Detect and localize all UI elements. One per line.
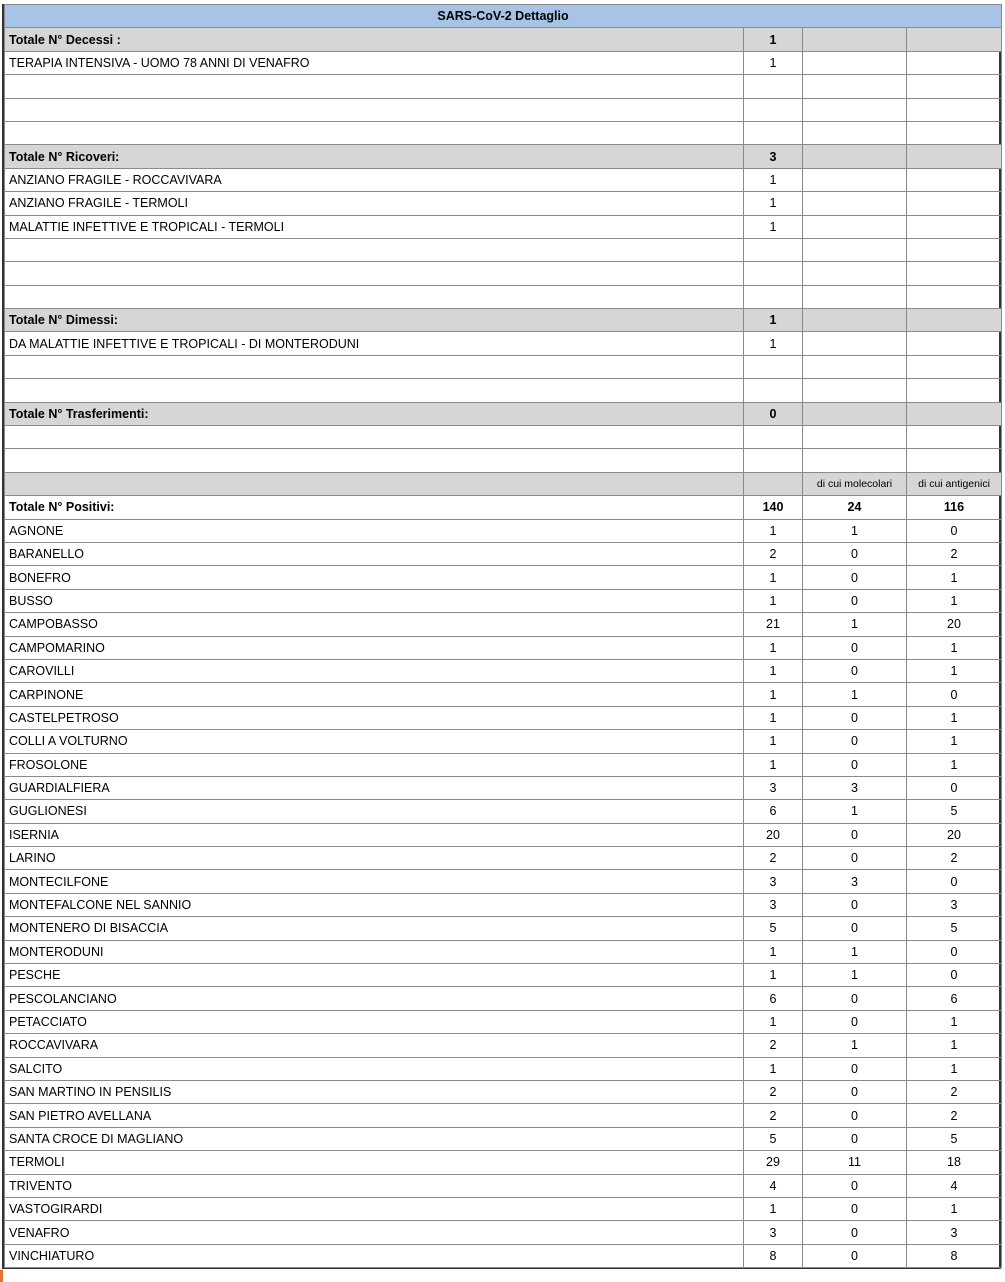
table-title: SARS-CoV-2 Dettaglio xyxy=(5,5,1002,28)
municipality-molecolari: 1 xyxy=(803,613,907,636)
municipality-name: CAMPOBASSO xyxy=(5,613,744,636)
municipality-total: 3 xyxy=(744,870,803,893)
municipality-total: 1 xyxy=(744,753,803,776)
municipality-antigenici: 5 xyxy=(907,917,1002,940)
municipality-molecolari: 0 xyxy=(803,1174,907,1197)
municipality-molecolari: 0 xyxy=(803,1244,907,1267)
ricoveri-row-value: 1 xyxy=(744,168,803,191)
municipality-molecolari: 0 xyxy=(803,1221,907,1244)
decessi-total: 1 xyxy=(744,28,803,51)
municipality-name: LARINO xyxy=(5,847,744,870)
dimessi-total: 1 xyxy=(744,309,803,332)
municipality-molecolari: 0 xyxy=(803,1104,907,1127)
municipality-molecolari: 1 xyxy=(803,683,907,706)
municipality-name: TERMOLI xyxy=(5,1151,744,1174)
municipality-molecolari: 0 xyxy=(803,589,907,612)
municipality-row xyxy=(5,1057,1002,1080)
municipality-total: 29 xyxy=(744,1151,803,1174)
municipality-antigenici: 1 xyxy=(907,589,1002,612)
ricoveri-row-name: ANZIANO FRAGILE - ROCCAVIVARA xyxy=(5,168,744,191)
municipality-name: GUARDIALFIERA xyxy=(5,776,744,799)
municipality-total: 6 xyxy=(744,800,803,823)
municipality-name: SAN PIETRO AVELLANA xyxy=(5,1104,744,1127)
municipality-name: COLLI A VOLTURNO xyxy=(5,730,744,753)
municipality-row xyxy=(5,519,1002,542)
blank-row xyxy=(5,75,1002,98)
municipality-name: VINCHIATURO xyxy=(5,1244,744,1267)
municipality-name: ISERNIA xyxy=(5,823,744,846)
dimessi-label: Totale N° Dimessi: xyxy=(5,309,744,332)
municipality-antigenici: 4 xyxy=(907,1174,1002,1197)
municipality-row xyxy=(5,1080,1002,1103)
municipality-molecolari: 1 xyxy=(803,940,907,963)
municipality-antigenici: 1 xyxy=(907,659,1002,682)
municipality-name: BARANELLO xyxy=(5,542,744,565)
municipality-row xyxy=(5,917,1002,940)
municipality-total: 2 xyxy=(744,542,803,565)
municipality-name: CARPINONE xyxy=(5,683,744,706)
municipality-antigenici: 1 xyxy=(907,1034,1002,1057)
ricoveri-row-value: 1 xyxy=(744,192,803,215)
municipality-total: 2 xyxy=(744,847,803,870)
positivi-subheader-row xyxy=(5,472,1002,495)
municipality-antigenici: 1 xyxy=(907,730,1002,753)
ricoveri-total: 3 xyxy=(744,145,803,168)
municipality-antigenici: 1 xyxy=(907,1057,1002,1080)
ricoveri-row xyxy=(5,192,1002,215)
positivi-total: 140 xyxy=(744,496,803,519)
dimessi-row-name: DA MALATTIE INFETTIVE E TROPICALI - DI MONTERODUNI xyxy=(5,332,744,355)
municipality-row xyxy=(5,987,1002,1010)
positivi-rows xyxy=(5,519,1002,1268)
municipality-antigenici: 3 xyxy=(907,1221,1002,1244)
municipality-antigenici: 0 xyxy=(907,964,1002,987)
covid-detail-table xyxy=(4,4,1002,1268)
blank-row xyxy=(5,285,1002,308)
municipality-total: 1 xyxy=(744,683,803,706)
municipality-molecolari: 1 xyxy=(803,519,907,542)
decessi-row-value: 1 xyxy=(744,51,803,74)
municipality-name: PESCHE xyxy=(5,964,744,987)
municipality-molecolari: 0 xyxy=(803,566,907,589)
municipality-molecolari: 0 xyxy=(803,987,907,1010)
municipality-row xyxy=(5,1244,1002,1267)
municipality-total: 1 xyxy=(744,519,803,542)
municipality-row xyxy=(5,589,1002,612)
molecolari-column-header: di cui molecolari xyxy=(803,472,907,495)
municipality-row xyxy=(5,823,1002,846)
municipality-molecolari: 0 xyxy=(803,659,907,682)
municipality-total: 1 xyxy=(744,566,803,589)
ricoveri-row xyxy=(5,168,1002,191)
municipality-antigenici: 0 xyxy=(907,776,1002,799)
municipality-total: 1 xyxy=(744,964,803,987)
municipality-row xyxy=(5,542,1002,565)
municipality-total: 5 xyxy=(744,917,803,940)
municipality-row xyxy=(5,1010,1002,1033)
positivi-molecolari: 24 xyxy=(803,496,907,519)
ricoveri-row-name: ANZIANO FRAGILE - TERMOLI xyxy=(5,192,744,215)
municipality-total: 1 xyxy=(744,1057,803,1080)
municipality-row xyxy=(5,1127,1002,1150)
municipality-row xyxy=(5,1174,1002,1197)
municipality-row xyxy=(5,776,1002,799)
blank-row xyxy=(5,121,1002,144)
municipality-molecolari: 0 xyxy=(803,1197,907,1220)
municipality-antigenici: 0 xyxy=(907,519,1002,542)
municipality-name: VASTOGIRARDI xyxy=(5,1197,744,1220)
municipality-name: SANTA CROCE DI MAGLIANO xyxy=(5,1127,744,1150)
municipality-antigenici: 1 xyxy=(907,636,1002,659)
municipality-molecolari: 0 xyxy=(803,1127,907,1150)
municipality-row xyxy=(5,730,1002,753)
municipality-row xyxy=(5,893,1002,916)
municipality-row xyxy=(5,1221,1002,1244)
municipality-name: CASTELPETROSO xyxy=(5,706,744,729)
municipality-total: 21 xyxy=(744,613,803,636)
municipality-row xyxy=(5,800,1002,823)
municipality-antigenici: 2 xyxy=(907,1080,1002,1103)
municipality-name: GUGLIONESI xyxy=(5,800,744,823)
corner-mark xyxy=(0,1270,3,1282)
municipality-row xyxy=(5,566,1002,589)
municipality-name: VENAFRO xyxy=(5,1221,744,1244)
trasferimenti-header-row xyxy=(5,402,1002,425)
municipality-total: 2 xyxy=(744,1080,803,1103)
municipality-name: CAMPOMARINO xyxy=(5,636,744,659)
blank-row xyxy=(5,449,1002,472)
municipality-name: MONTEFALCONE NEL SANNIO xyxy=(5,893,744,916)
blank-row xyxy=(5,238,1002,261)
municipality-antigenici: 8 xyxy=(907,1244,1002,1267)
municipality-total: 1 xyxy=(744,940,803,963)
ricoveri-row xyxy=(5,215,1002,238)
municipality-antigenici: 2 xyxy=(907,542,1002,565)
municipality-total: 20 xyxy=(744,823,803,846)
municipality-row xyxy=(5,940,1002,963)
positivi-total-row xyxy=(5,496,1002,519)
municipality-total: 2 xyxy=(744,1104,803,1127)
municipality-antigenici: 6 xyxy=(907,987,1002,1010)
municipality-row xyxy=(5,706,1002,729)
municipality-row xyxy=(5,659,1002,682)
municipality-molecolari: 0 xyxy=(803,730,907,753)
municipality-name: FROSOLONE xyxy=(5,753,744,776)
municipality-name: BONEFRO xyxy=(5,566,744,589)
ricoveri-header-row xyxy=(5,145,1002,168)
municipality-molecolari: 0 xyxy=(803,1080,907,1103)
municipality-name: BUSSO xyxy=(5,589,744,612)
dimessi-row xyxy=(5,332,1002,355)
municipality-molecolari: 1 xyxy=(803,964,907,987)
municipality-name: SAN MARTINO IN PENSILIS xyxy=(5,1080,744,1103)
municipality-row xyxy=(5,1034,1002,1057)
municipality-row xyxy=(5,964,1002,987)
municipality-antigenici: 5 xyxy=(907,800,1002,823)
ricoveri-row-name: MALATTIE INFETTIVE E TROPICALI - TERMOLI xyxy=(5,215,744,238)
municipality-molecolari: 0 xyxy=(803,917,907,940)
ricoveri-row-value: 1 xyxy=(744,215,803,238)
municipality-molecolari: 11 xyxy=(803,1151,907,1174)
title-row xyxy=(5,5,1002,28)
municipality-row xyxy=(5,753,1002,776)
municipality-molecolari: 1 xyxy=(803,800,907,823)
municipality-antigenici: 5 xyxy=(907,1127,1002,1150)
municipality-total: 1 xyxy=(744,1197,803,1220)
municipality-total: 4 xyxy=(744,1174,803,1197)
municipality-antigenici: 0 xyxy=(907,870,1002,893)
municipality-row xyxy=(5,683,1002,706)
municipality-total: 3 xyxy=(744,893,803,916)
municipality-molecolari: 1 xyxy=(803,1034,907,1057)
municipality-molecolari: 0 xyxy=(803,706,907,729)
municipality-antigenici: 1 xyxy=(907,753,1002,776)
municipality-molecolari: 0 xyxy=(803,636,907,659)
municipality-row xyxy=(5,636,1002,659)
municipality-antigenici: 0 xyxy=(907,683,1002,706)
municipality-antigenici: 1 xyxy=(907,1197,1002,1220)
municipality-total: 2 xyxy=(744,1034,803,1057)
municipality-antigenici: 2 xyxy=(907,847,1002,870)
blank-row xyxy=(5,98,1002,121)
municipality-molecolari: 0 xyxy=(803,753,907,776)
municipality-molecolari: 3 xyxy=(803,776,907,799)
municipality-row xyxy=(5,1151,1002,1174)
municipality-molecolari: 0 xyxy=(803,1010,907,1033)
municipality-name: ROCCAVIVARA xyxy=(5,1034,744,1057)
municipality-molecolari: 0 xyxy=(803,1057,907,1080)
municipality-antigenici: 2 xyxy=(907,1104,1002,1127)
municipality-total: 1 xyxy=(744,636,803,659)
blank-row xyxy=(5,379,1002,402)
positivi-antigenici: 116 xyxy=(907,496,1002,519)
positivi-label: Totale N° Positivi: xyxy=(5,496,744,519)
municipality-row xyxy=(5,613,1002,636)
municipality-name: AGNONE xyxy=(5,519,744,542)
municipality-molecolari: 0 xyxy=(803,823,907,846)
blank-row xyxy=(5,355,1002,378)
municipality-row xyxy=(5,1104,1002,1127)
municipality-antigenici: 20 xyxy=(907,613,1002,636)
dimessi-header-row xyxy=(5,309,1002,332)
municipality-name: SALCITO xyxy=(5,1057,744,1080)
decessi-label: Totale N° Decessi : xyxy=(5,28,744,51)
municipality-antigenici: 3 xyxy=(907,893,1002,916)
ricoveri-label: Totale N° Ricoveri: xyxy=(5,145,744,168)
municipality-name: CAROVILLI xyxy=(5,659,744,682)
municipality-antigenici: 1 xyxy=(907,706,1002,729)
municipality-molecolari: 3 xyxy=(803,870,907,893)
trasferimenti-label: Totale N° Trasferimenti: xyxy=(5,402,744,425)
antigenici-column-header: di cui antigenici xyxy=(907,472,1002,495)
municipality-total: 3 xyxy=(744,776,803,799)
decessi-row xyxy=(5,51,1002,74)
municipality-name: MONTECILFONE xyxy=(5,870,744,893)
blank-row xyxy=(5,262,1002,285)
municipality-molecolari: 0 xyxy=(803,847,907,870)
municipality-name: MONTERODUNI xyxy=(5,940,744,963)
dimessi-row-value: 1 xyxy=(744,332,803,355)
municipality-antigenici: 1 xyxy=(907,566,1002,589)
municipality-row xyxy=(5,1197,1002,1220)
municipality-antigenici: 1 xyxy=(907,1010,1002,1033)
trasferimenti-total: 0 xyxy=(744,402,803,425)
municipality-total: 1 xyxy=(744,730,803,753)
municipality-name: PESCOLANCIANO xyxy=(5,987,744,1010)
municipality-antigenici: 0 xyxy=(907,940,1002,963)
municipality-total: 1 xyxy=(744,706,803,729)
municipality-row xyxy=(5,847,1002,870)
blank-row xyxy=(5,426,1002,449)
municipality-antigenici: 20 xyxy=(907,823,1002,846)
municipality-row xyxy=(5,870,1002,893)
municipality-name: MONTENERO DI BISACCIA xyxy=(5,917,744,940)
municipality-molecolari: 0 xyxy=(803,893,907,916)
municipality-total: 1 xyxy=(744,1010,803,1033)
decessi-row-name: TERAPIA INTENSIVA - UOMO 78 ANNI DI VENAFRO xyxy=(5,51,744,74)
municipality-total: 1 xyxy=(744,589,803,612)
municipality-name: PETACCIATO xyxy=(5,1010,744,1033)
municipality-antigenici: 18 xyxy=(907,1151,1002,1174)
municipality-molecolari: 0 xyxy=(803,542,907,565)
municipality-total: 8 xyxy=(744,1244,803,1267)
municipality-name: TRIVENTO xyxy=(5,1174,744,1197)
decessi-header-row xyxy=(5,28,1002,51)
municipality-total: 5 xyxy=(744,1127,803,1150)
municipality-total: 3 xyxy=(744,1221,803,1244)
municipality-total: 6 xyxy=(744,987,803,1010)
municipality-total: 1 xyxy=(744,659,803,682)
